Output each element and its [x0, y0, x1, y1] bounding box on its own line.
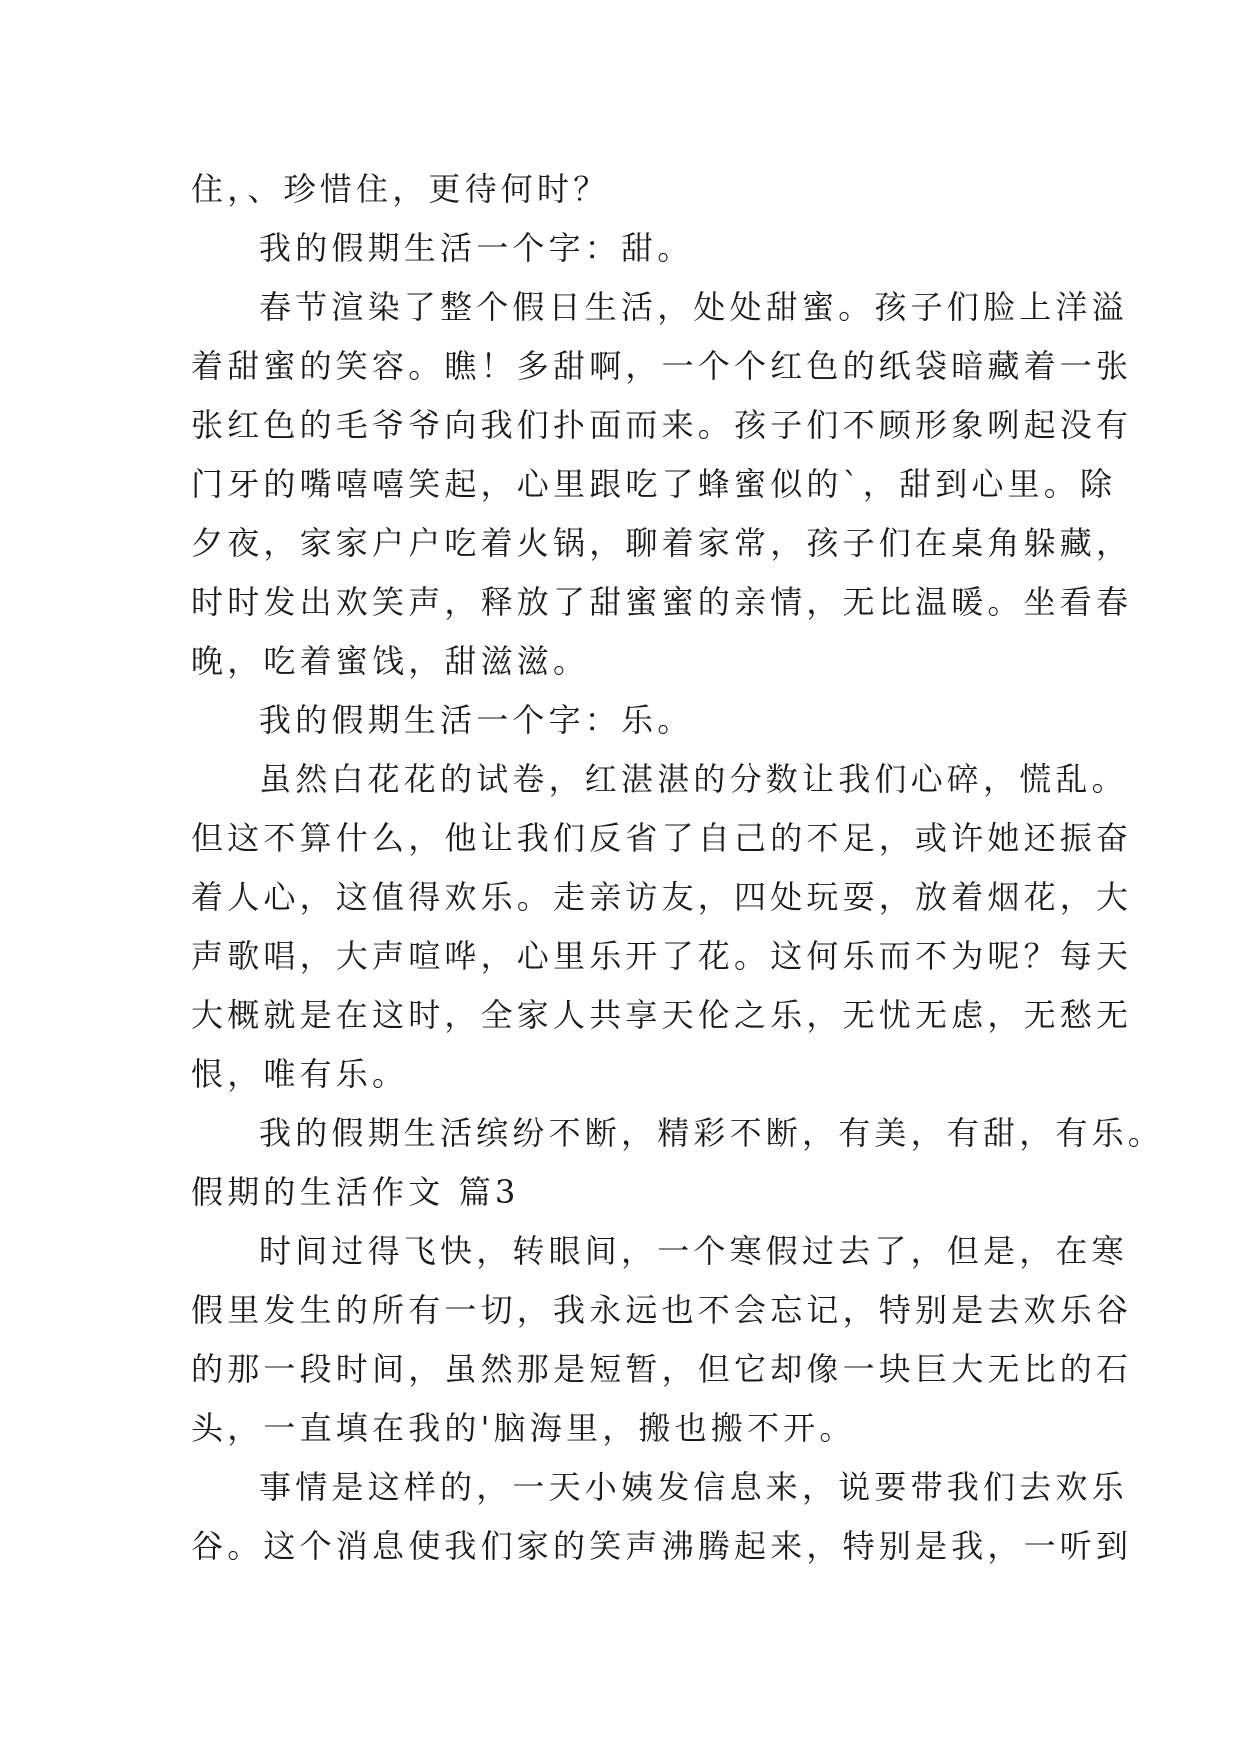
section-heading: 假期的生活作文 篇3 — [191, 1173, 520, 1211]
text-line: 我的假期生活一个字：乐。 — [259, 701, 694, 739]
text-line: 住，、珍惜住，更待何时？ — [191, 170, 610, 208]
text-line: 张红色的毛爷爷向我们扑面而来。孩子们不顾形象咧起没有 — [191, 406, 1133, 444]
text-line: 谷。这个消息使我们家的笑声沸腾起来，特别是我，一听到 — [191, 1527, 1133, 1565]
text-line: 时时发出欢笑声，释放了甜蜜蜜的亲情，无比温暖。坐看春 — [191, 583, 1133, 621]
text-line: 头，一直填在我的'脑海里，搬也搬不开。 — [191, 1409, 856, 1447]
text-line: 的那一段时间，虽然那是短暂，但它却像一块巨大无比的石 — [191, 1350, 1133, 1388]
text-line: 假里发生的所有一切，我永远也不会忘记，特别是去欢乐谷 — [191, 1291, 1133, 1329]
text-line: 时间过得飞快，转眼间，一个寒假过去了，但是，在寒 — [259, 1232, 1128, 1270]
text-line: 门牙的嘴嘻嘻笑起，心里跟吃了蜂蜜似的`，甜到心里。除 — [191, 465, 1117, 503]
text-line: 夕夜，家家户户吃着火锅，聊着家常，孩子们在桌角躲藏， — [191, 524, 1133, 562]
text-line: 我的假期生活一个字：甜。 — [259, 229, 694, 267]
text-line: 恨，唯有乐。 — [191, 1055, 409, 1093]
text-line: 声歌唱，大声喧哗，心里乐开了花。这何乐而不为呢？每天 — [191, 937, 1133, 975]
text-line: 着人心，这值得欢乐。走亲访友，四处玩耍，放着烟花，大 — [191, 878, 1133, 916]
text-line: 我的假期生活缤纷不断，精彩不断，有美，有甜，有乐。 — [259, 1114, 1165, 1152]
text-line: 春节渲染了整个假日生活，处处甜蜜。孩子们脸上洋溢 — [259, 288, 1128, 326]
text-line: 事情是这样的，一天小姨发信息来，说要带我们去欢乐 — [259, 1468, 1128, 1506]
document-page — [191, 160, 1165, 1576]
text-line: 但这不算什么，他让我们反省了自己的不足，或许她还振奋 — [191, 819, 1133, 857]
text-line: 晚，吃着蜜饯，甜滋滋。 — [191, 642, 590, 680]
text-line: 虽然白花花的试卷，红湛湛的分数让我们心碎，慌乱。 — [259, 760, 1128, 798]
text-line: 着甜蜜的笑容。瞧！多甜啊，一个个红色的纸袋暗藏着一张 — [191, 347, 1133, 385]
text-line: 大概就是在这时，全家人共享天伦之乐，无忧无虑，无愁无 — [191, 996, 1133, 1034]
